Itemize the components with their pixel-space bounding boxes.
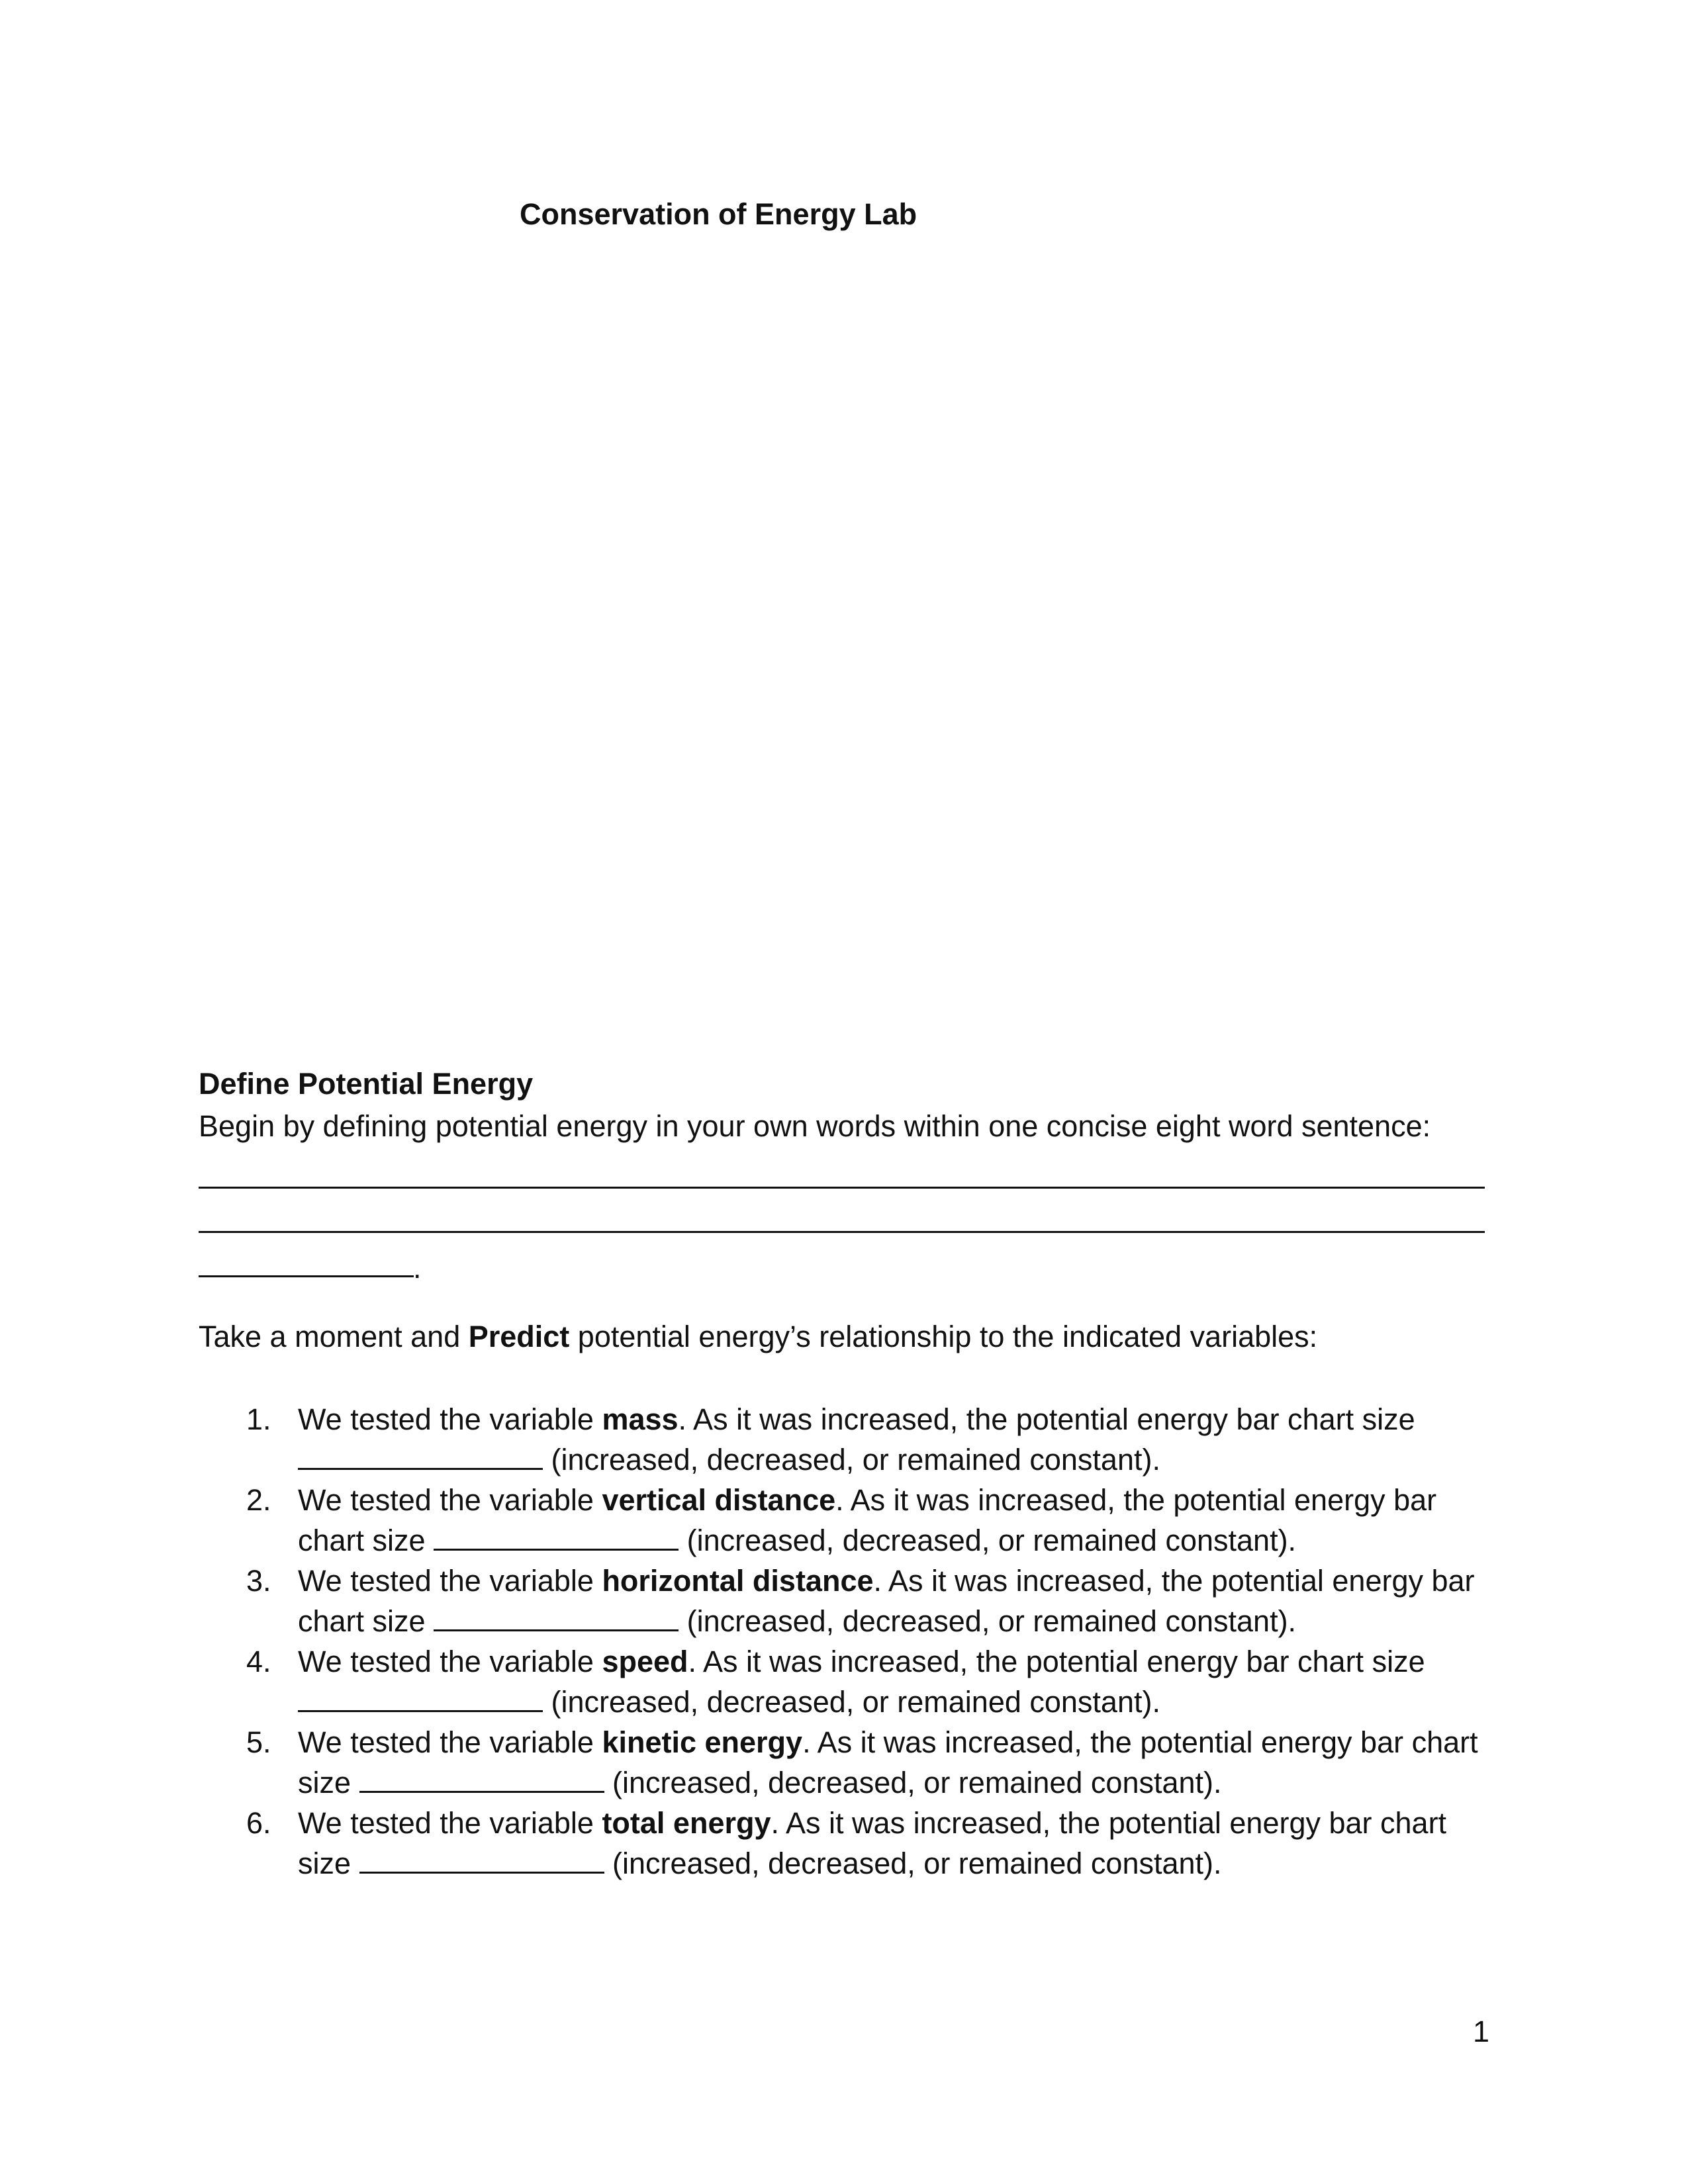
question-number: 6.: [246, 1806, 271, 1840]
question-number: 2.: [246, 1483, 271, 1517]
predict-prompt-after: potential energy’s relationship to the indicated variables:: [569, 1320, 1318, 1353]
question-text: [298, 1483, 1436, 1557]
question-variable: total energy: [602, 1806, 771, 1840]
question-variable: horizontal distance: [602, 1564, 874, 1598]
answer-line-3[interactable]: [199, 1275, 414, 1277]
answer-blank[interactable]: [434, 1522, 679, 1551]
question-suffix: (increased, decreased, or remained constant).: [543, 1685, 1160, 1719]
question-suffix: (increased, decreased, or remained constant).: [604, 1846, 1222, 1880]
answer-blank[interactable]: [298, 1441, 543, 1470]
answer-blank[interactable]: [434, 1603, 679, 1631]
question-middle: . As it was increased, the potential energy bar chart size: [688, 1645, 1425, 1678]
question-prefix: We tested the variable: [298, 1645, 602, 1678]
question-prefix: We tested the variable: [298, 1402, 602, 1436]
page-number: 1: [1473, 2015, 1490, 2048]
question-middle: . As it was increased, the potential energy bar chart size: [678, 1402, 1415, 1436]
question-number: 4.: [246, 1645, 271, 1678]
question-text: [298, 1645, 1425, 1719]
question-text: [298, 1806, 1446, 1880]
question-suffix: (increased, decreased, or remained constant).: [604, 1766, 1222, 1799]
answer-line-period: .: [413, 1251, 422, 1285]
question-number: 3.: [246, 1564, 271, 1598]
question-item: [199, 1803, 1496, 1884]
question-variable: mass: [602, 1402, 679, 1436]
question-middle: . As it was increased, the potential energy bar chart size: [298, 1725, 1478, 1799]
question-number: 5.: [246, 1725, 271, 1759]
question-prefix: We tested the variable: [298, 1806, 602, 1840]
question-list: [199, 1399, 1496, 1884]
question-prefix: We tested the variable: [298, 1725, 602, 1759]
predict-prompt-bold: Predict: [468, 1320, 570, 1353]
question-middle: . As it was increased, the potential energy bar chart size: [298, 1564, 1475, 1638]
question-variable: speed: [602, 1645, 688, 1678]
question-variable: kinetic energy: [602, 1725, 803, 1759]
answer-line-2[interactable]: [199, 1231, 1485, 1233]
question-item: [199, 1722, 1496, 1803]
answer-blank[interactable]: [359, 1764, 604, 1793]
question-prefix: We tested the variable: [298, 1564, 602, 1598]
question-suffix: (increased, decreased, or remained constant).: [679, 1524, 1297, 1557]
question-item: [199, 1641, 1496, 1722]
question-text: [298, 1564, 1475, 1638]
answer-blank[interactable]: [359, 1845, 604, 1874]
question-item: [199, 1399, 1496, 1480]
question-text: [298, 1725, 1478, 1799]
question-suffix: (increased, decreased, or remained constant).: [543, 1443, 1160, 1477]
define-instruction: Begin by defining potential energy in your own words within one concise eight word sentence:: [199, 1109, 1431, 1143]
question-text: [298, 1402, 1415, 1477]
question-item: [199, 1480, 1496, 1561]
question-middle: . As it was increased, the potential energy bar chart size: [298, 1806, 1447, 1880]
page-title: Conservation of Energy Lab: [520, 197, 917, 231]
predict-prompt: [199, 1320, 1317, 1354]
predict-prompt-before: Take a moment and: [199, 1320, 469, 1353]
define-section-heading: Define Potential Energy: [199, 1067, 534, 1101]
answer-blank[interactable]: [298, 1684, 543, 1712]
answer-line-1[interactable]: [199, 1187, 1485, 1189]
question-item: [199, 1561, 1496, 1641]
question-number: 1.: [246, 1402, 271, 1436]
question-variable: vertical distance: [602, 1483, 836, 1517]
question-suffix: (increased, decreased, or remained constant).: [679, 1604, 1297, 1638]
question-middle: . As it was increased, the potential energy bar chart size: [298, 1483, 1437, 1557]
question-prefix: We tested the variable: [298, 1483, 602, 1517]
